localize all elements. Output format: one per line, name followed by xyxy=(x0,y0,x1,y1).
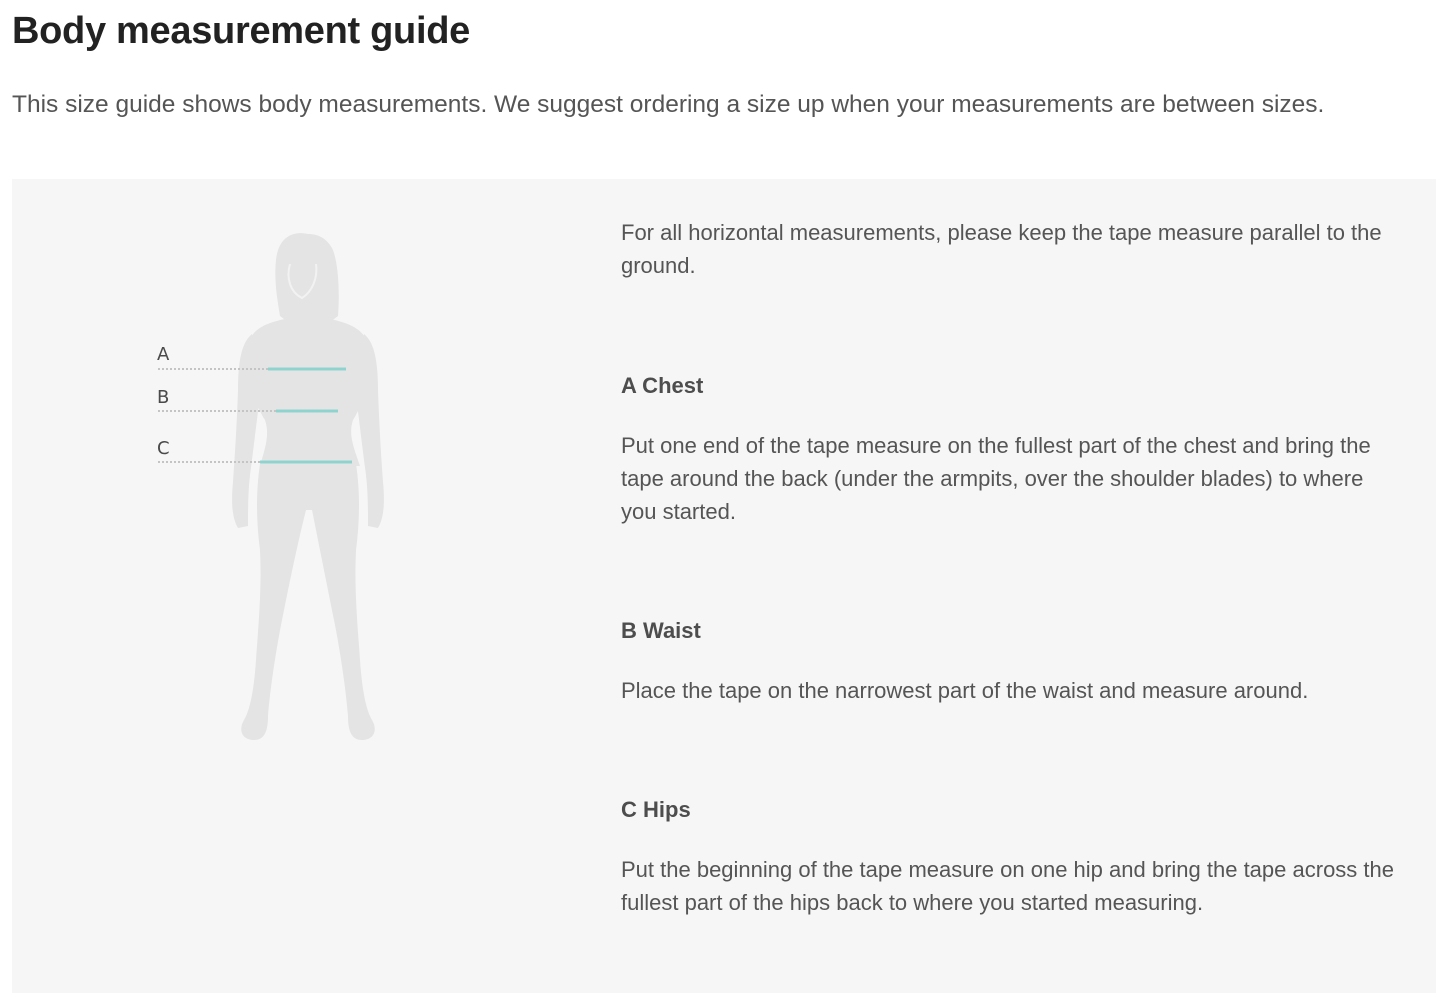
waist-instructions: Place the tape on the narrowest part of the waist and measure around. xyxy=(621,678,1309,703)
hips-heading: C Hips xyxy=(621,797,691,822)
chest-instructions: Put one end of the tape measure on the fullest part of the chest and bring the tape around the back (under the armpits, over the shoulder blades) to where you started. xyxy=(621,433,1371,524)
horizontal-measurement-note: For all horizontal measurements, please keep the tape measure parallel to the ground. xyxy=(621,220,1382,278)
body-silhouette-icon xyxy=(140,220,400,750)
body-figure-illustration xyxy=(140,220,400,750)
hips-instructions: Put the beginning of the tape measure on one hip and bring the tape across the fullest part of the hips back to where you started measuring. xyxy=(621,857,1394,915)
marker-a-label: A xyxy=(157,344,170,365)
waist-heading: B Waist xyxy=(621,618,701,643)
page-title: Body measurement guide xyxy=(12,10,470,52)
marker-b-label: B xyxy=(157,387,170,408)
marker-c-label: C xyxy=(157,438,170,459)
chest-heading: A Chest xyxy=(621,373,704,398)
intro-text: This size guide shows body measurements. We suggest ordering a size up when your measurements are between sizes. xyxy=(12,91,1325,118)
